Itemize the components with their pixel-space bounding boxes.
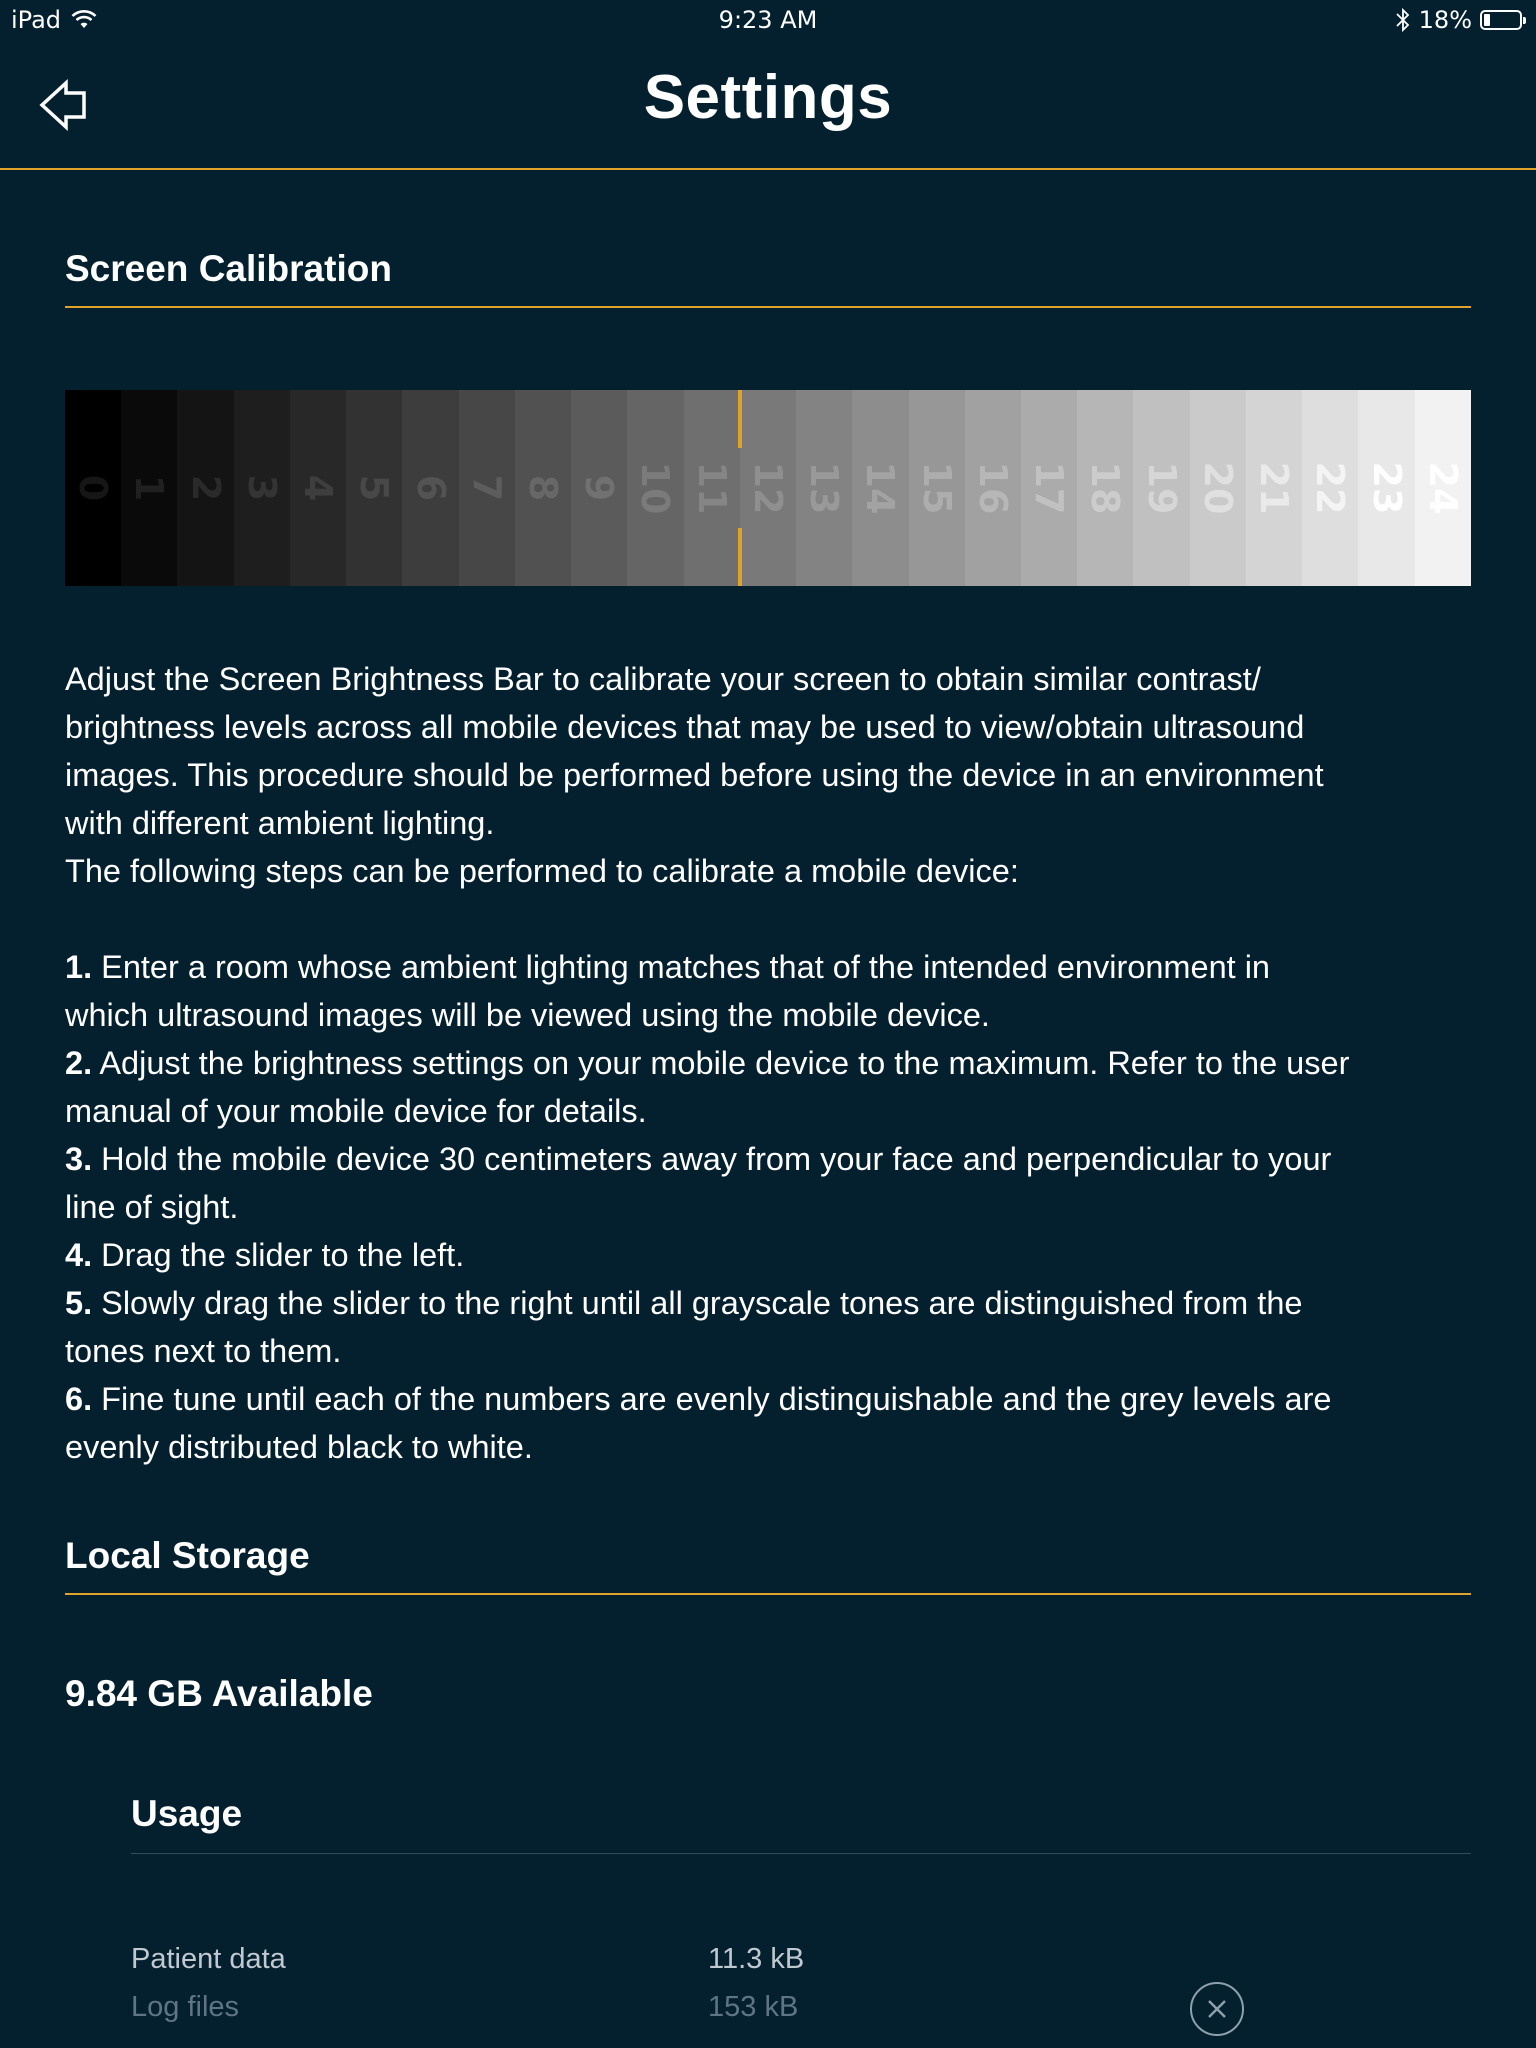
instruction-step xyxy=(65,943,1471,991)
instruction-intro-line: Adjust the Screen Brightness Bar to calibrate your screen to obtain similar contrast/ xyxy=(65,661,1261,697)
gray-step xyxy=(402,390,458,586)
gray-step-label: 8 xyxy=(520,474,565,502)
step-number: 3. xyxy=(65,1141,93,1177)
bluetooth-icon xyxy=(1395,7,1411,33)
instruction-step xyxy=(65,1231,1471,1279)
gray-step xyxy=(65,390,121,586)
gray-step xyxy=(1190,390,1246,586)
instruction-intro-line: brightness levels across all mobile devices that may be used to view/obtain ultrasound xyxy=(65,709,1305,745)
instruction-step-cont: line of sight. xyxy=(65,1189,239,1225)
gray-step-label: 9 xyxy=(577,474,622,502)
gray-step xyxy=(1077,390,1133,586)
instruction-step xyxy=(65,1039,1471,1087)
status-right xyxy=(1395,6,1522,34)
gray-step-label: 7 xyxy=(464,474,509,502)
gray-step-label: 5 xyxy=(352,474,397,502)
gray-step xyxy=(684,390,740,586)
gray-step xyxy=(909,390,965,586)
gray-step xyxy=(1358,390,1414,586)
gray-step-label: 18 xyxy=(1083,461,1128,515)
gray-step xyxy=(852,390,908,586)
instruction-step-cont: manual of your mobile device for details. xyxy=(65,1093,647,1129)
battery-icon xyxy=(1480,10,1522,30)
gray-step xyxy=(346,390,402,586)
instruction-intro-line: images. This procedure should be performed before using the device in an environment xyxy=(65,757,1324,793)
gray-step xyxy=(459,390,515,586)
gray-step-label: 21 xyxy=(1252,461,1297,515)
usage-label: Log files xyxy=(131,1991,240,2023)
step-number: 2. xyxy=(65,1045,93,1081)
gray-step xyxy=(571,390,627,586)
usage-label: Patient data xyxy=(131,1943,286,1975)
gray-step-label: 15 xyxy=(914,461,959,515)
gray-step xyxy=(1246,390,1302,586)
gray-step-label: 23 xyxy=(1364,461,1409,515)
instruction-step-cont: evenly distributed black to white. xyxy=(65,1429,533,1465)
gray-step-label: 13 xyxy=(802,461,847,515)
gray-step-label: 22 xyxy=(1308,461,1353,515)
gray-step-label: 19 xyxy=(1139,461,1184,515)
gray-step-label: 17 xyxy=(1027,461,1072,515)
instruction-intro-line: The following steps can be performed to calibrate a mobile device: xyxy=(65,853,1019,889)
gray-step xyxy=(1133,390,1189,586)
instruction-step xyxy=(65,1375,1471,1423)
status-bar xyxy=(0,0,1536,40)
gray-step-label: 0 xyxy=(71,474,116,502)
local-storage-header: Local Storage xyxy=(65,1535,1471,1595)
gray-step xyxy=(1302,390,1358,586)
storage-available: 9.84 GB Available xyxy=(65,1673,373,1714)
screen-calibration-section xyxy=(65,248,1471,308)
device-name: iPad xyxy=(11,6,62,34)
gray-step xyxy=(234,390,290,586)
step-number: 6. xyxy=(65,1381,93,1417)
step-number: 1. xyxy=(65,949,93,985)
step-text: Adjust the brightness settings on your mobile device to the maximum. Refer to the user xyxy=(92,1045,1350,1081)
gray-step xyxy=(1021,390,1077,586)
brightness-slider-handle[interactable] xyxy=(738,390,742,586)
instruction-step-cont: tones next to them. xyxy=(65,1333,342,1369)
gray-step-label: 20 xyxy=(1195,461,1240,515)
gray-step xyxy=(515,390,571,586)
clear-log-files-button[interactable] xyxy=(1190,1982,1244,2036)
gray-step-label: 11 xyxy=(689,461,734,515)
local-storage-section xyxy=(65,1535,1471,1595)
gray-step xyxy=(290,390,346,586)
usage-value: 11.3 kB xyxy=(708,1943,805,1975)
grayscale-steps xyxy=(65,390,1471,586)
gray-step-label: 10 xyxy=(633,461,678,515)
instruction-step-cont: which ultrasound images will be viewed using the mobile device. xyxy=(65,997,990,1033)
gray-step-label: 2 xyxy=(183,474,228,502)
step-number: 4. xyxy=(65,1237,93,1273)
gray-step xyxy=(740,390,796,586)
gray-step xyxy=(177,390,233,586)
gray-step xyxy=(121,390,177,586)
gray-step xyxy=(965,390,1021,586)
battery-level xyxy=(1484,14,1490,26)
screen-calibration-header: Screen Calibration xyxy=(65,248,1471,308)
gray-step-label: 16 xyxy=(970,461,1015,515)
gray-step xyxy=(627,390,683,586)
gray-step-label: 12 xyxy=(745,461,790,515)
step-text: Hold the mobile device 30 centimeters away from your face and perpendicular to your xyxy=(92,1141,1332,1177)
gray-step xyxy=(796,390,852,586)
gray-step-label: 1 xyxy=(127,474,172,502)
step-text: Enter a room whose ambient lighting matches that of the intended environment in xyxy=(92,949,1271,985)
brightness-calibration-bar[interactable] xyxy=(65,390,1471,586)
instruction-intro-line: with different ambient lighting. xyxy=(65,805,495,841)
step-text: Slowly drag the slider to the right until all grayscale tones are distinguished from the xyxy=(92,1285,1303,1321)
step-number: 5. xyxy=(65,1285,93,1321)
page-title: Settings xyxy=(643,63,893,132)
gray-step-label: 4 xyxy=(296,474,341,502)
gray-step-label: 6 xyxy=(408,474,453,502)
usage-value: 153 kB xyxy=(708,1991,799,2023)
gray-step-label: 24 xyxy=(1420,461,1465,515)
battery-cap xyxy=(1523,17,1526,24)
gray-step-label: 3 xyxy=(239,474,284,502)
status-time: 9:23 AM xyxy=(718,6,818,34)
gray-step-label: 14 xyxy=(858,461,903,515)
instruction-step xyxy=(65,1135,1471,1183)
navigation-bar xyxy=(0,40,1536,170)
step-text: Fine tune until each of the numbers are evenly distinguishable and the grey levels are xyxy=(92,1381,1332,1417)
calibration-instructions xyxy=(65,655,1471,1471)
close-icon xyxy=(1192,1984,1242,2034)
usage-header: Usage xyxy=(131,1793,1471,1854)
instruction-step xyxy=(65,1279,1471,1327)
step-text: Drag the slider to the left. xyxy=(92,1237,465,1273)
battery-percent: 18% xyxy=(1418,6,1472,34)
gray-step xyxy=(1415,390,1471,586)
